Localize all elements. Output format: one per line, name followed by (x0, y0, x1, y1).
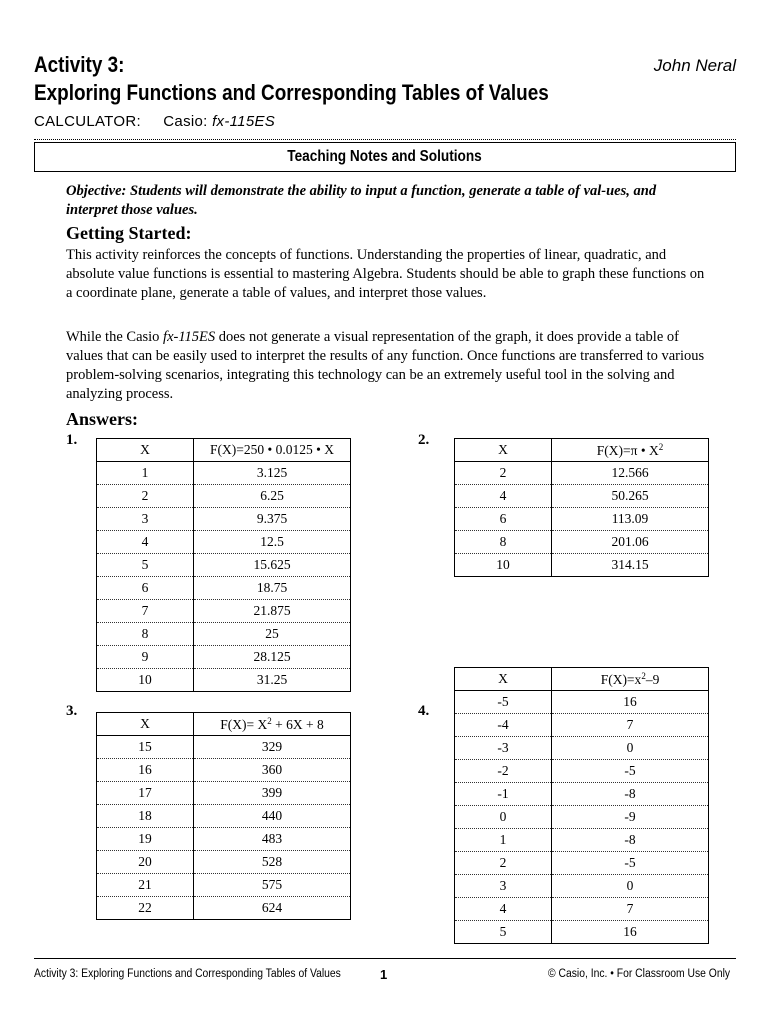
function-expression: F(X)=x (600, 671, 642, 687)
function-value-cell: 7 (552, 898, 709, 921)
table-header-row (455, 439, 709, 462)
x-value-cell: 9 (97, 646, 194, 669)
function-value-cell: 6.25 (194, 485, 351, 508)
table-row (455, 531, 709, 554)
function-value-cell: 528 (194, 851, 351, 874)
table-row (455, 462, 709, 485)
exponent: 2 (658, 441, 664, 452)
function-value-cell: -8 (552, 783, 709, 806)
page-number: 1 (380, 967, 388, 982)
function-value-cell: 16 (552, 921, 709, 944)
function-value-cell: 12.5 (194, 531, 351, 554)
table-row (97, 646, 351, 669)
getting-started-paragraph-1: This activity reinforces the concepts of functions. Understanding the properties of linear, quadratic, and absolute value functions is essential to mastering Algebra. Students should be able to graph these functions on a coordinate plane, generate a table of values, and interpret those values. (66, 247, 705, 301)
table-row (455, 508, 709, 531)
answer-table-3 (96, 712, 351, 920)
column-header-x: X (455, 439, 552, 462)
function-expression-tail: –9 (645, 671, 660, 687)
exponent: 2 (267, 715, 272, 726)
x-value-cell: 7 (97, 600, 194, 623)
table-row (455, 806, 709, 829)
table-row (455, 898, 709, 921)
table-row (97, 600, 351, 623)
column-header-function (552, 439, 709, 462)
getting-started-heading: Getting Started: (66, 223, 192, 243)
x-value-cell: 1 (455, 829, 552, 852)
x-value-cell: 2 (97, 485, 194, 508)
calculator-brand: Casio: (163, 113, 208, 130)
column-header-x: X (97, 713, 194, 736)
x-value-cell: 19 (97, 828, 194, 851)
function-value-cell: -8 (552, 829, 709, 852)
answers-heading: Answers: (66, 409, 138, 429)
paragraph-2-prefix: While the Casio (66, 329, 164, 345)
paragraph-2-model: fx-115ES (163, 329, 216, 345)
footer-divider (34, 958, 736, 959)
function-value-cell: 7 (552, 714, 709, 737)
table-row (455, 829, 709, 852)
x-value-cell: -5 (455, 691, 552, 714)
x-value-cell: 8 (455, 531, 552, 554)
teaching-notes-title-text: Teaching Notes and Solutions (287, 148, 483, 165)
function-value-cell: -5 (552, 760, 709, 783)
function-value-cell: 18.75 (194, 577, 351, 600)
table-row (97, 897, 351, 920)
table-row (97, 874, 351, 897)
function-value-cell: -9 (552, 806, 709, 829)
x-value-cell: 17 (97, 782, 194, 805)
column-header-x: X (455, 668, 552, 691)
activity-title: Exploring Functions and Corresponding Tables of Values (34, 80, 549, 105)
table-row (455, 760, 709, 783)
x-value-cell: 6 (97, 577, 194, 600)
x-value-cell: 21 (97, 874, 194, 897)
function-value-cell: 483 (194, 828, 351, 851)
function-value-cell: 28.125 (194, 646, 351, 669)
x-value-cell: -4 (455, 714, 552, 737)
table-row (97, 736, 351, 759)
table-header-row (455, 668, 709, 691)
answer-table-1 (96, 438, 351, 692)
problem-number-4: 4. (418, 703, 430, 719)
table-row (97, 531, 351, 554)
function-value-cell: 0 (552, 737, 709, 760)
x-value-cell: 10 (455, 554, 552, 577)
problem-number-1: 1. (66, 432, 78, 448)
table-row (97, 577, 351, 600)
x-value-cell: 4 (455, 898, 552, 921)
x-value-cell: -2 (455, 760, 552, 783)
x-value-cell: 3 (97, 508, 194, 531)
x-value-cell: 5 (97, 554, 194, 577)
table-row (97, 805, 351, 828)
teaching-notes-title (35, 148, 735, 166)
table-row (97, 828, 351, 851)
x-value-cell: 5 (455, 921, 552, 944)
column-header-x: X (97, 439, 194, 462)
function-expression: F(X)=π • X (596, 442, 659, 458)
function-value-cell: 50.265 (552, 485, 709, 508)
answer-table-4 (454, 667, 709, 944)
problem-number-3: 3. (66, 703, 78, 719)
function-value-cell: 201.06 (552, 531, 709, 554)
table-row (97, 669, 351, 692)
table-row (455, 875, 709, 898)
activity-number-title: Activity 3: (34, 52, 125, 77)
x-value-cell: 6 (455, 508, 552, 531)
exponent: 2 (641, 670, 646, 681)
function-value-cell: 3.125 (194, 462, 351, 485)
function-expression: F(X)= X (220, 716, 268, 732)
function-value-cell: 440 (194, 805, 351, 828)
table-header-row (97, 439, 351, 462)
table-row (97, 462, 351, 485)
x-value-cell: 2 (455, 852, 552, 875)
table-row (97, 554, 351, 577)
function-value-cell: 314.15 (552, 554, 709, 577)
calculator-model: fx-115ES (212, 113, 276, 130)
function-value-cell: 31.25 (194, 669, 351, 692)
function-value-cell: 15.625 (194, 554, 351, 577)
function-value-cell: 9.375 (194, 508, 351, 531)
table-row (455, 737, 709, 760)
x-value-cell: 15 (97, 736, 194, 759)
table-row (97, 759, 351, 782)
x-value-cell: 4 (455, 485, 552, 508)
calculator-label: CALCULATOR: (34, 113, 141, 130)
table-header-row (97, 713, 351, 736)
table-row (455, 714, 709, 737)
x-value-cell: 0 (455, 806, 552, 829)
table-row (455, 691, 709, 714)
x-value-cell: 20 (97, 851, 194, 874)
header-divider (34, 139, 736, 140)
table-row (455, 852, 709, 875)
footer-activity-title: Activity 3: Exploring Functions and Corresponding Tables of Values (34, 968, 341, 980)
table-row (97, 623, 351, 646)
teaching-notes-box (34, 142, 736, 172)
x-value-cell: 2 (455, 462, 552, 485)
column-header-function: F(X)=250 • 0.0125 • X (194, 439, 351, 462)
function-value-cell: 399 (194, 782, 351, 805)
function-value-cell: 113.09 (552, 508, 709, 531)
x-value-cell: 4 (97, 531, 194, 554)
function-value-cell: 575 (194, 874, 351, 897)
calculator-line (34, 113, 275, 130)
table-row (97, 782, 351, 805)
function-expression-tail: + 6X + 8 (271, 716, 324, 732)
table-row (455, 554, 709, 577)
table-row (97, 851, 351, 874)
table-row (455, 783, 709, 806)
footer-copyright: © Casio, Inc. • For Classroom Use Only (548, 968, 731, 980)
paragraph-2-suffix: does not generate a visual representation of the graph, it does provide a table of values that can be easily used to interpret the results of any function. Once functions are transferred to various problem-solving scenarios, integrating this technology can be an extremely useful tool in the solving and analyzing process. (66, 329, 705, 402)
x-value-cell: 16 (97, 759, 194, 782)
table-row (455, 921, 709, 944)
function-value-cell: 12.566 (552, 462, 709, 485)
function-value-cell: 329 (194, 736, 351, 759)
table-row (97, 508, 351, 531)
function-value-cell: 360 (194, 759, 351, 782)
problem-number-2: 2. (418, 432, 430, 448)
function-value-cell: -5 (552, 852, 709, 875)
answer-table-2 (454, 438, 709, 577)
author-name: John Neral (653, 56, 736, 75)
function-value-cell: 16 (552, 691, 709, 714)
x-value-cell: 10 (97, 669, 194, 692)
table-row (455, 485, 709, 508)
column-header-function (194, 713, 351, 736)
function-value-cell: 25 (194, 623, 351, 646)
x-value-cell: 1 (97, 462, 194, 485)
function-value-cell: 21.875 (194, 600, 351, 623)
column-header-function (552, 668, 709, 691)
function-value-cell: 624 (194, 897, 351, 920)
getting-started-paragraph-2 (66, 328, 706, 404)
x-value-cell: 8 (97, 623, 194, 646)
x-value-cell: 3 (455, 875, 552, 898)
x-value-cell: -3 (455, 737, 552, 760)
objective-text: Objective: Students will demonstrate the ability to input a function, generate a table of val-ues, and interpret those values. (66, 183, 657, 218)
x-value-cell: -1 (455, 783, 552, 806)
x-value-cell: 22 (97, 897, 194, 920)
function-value-cell: 0 (552, 875, 709, 898)
table-row (97, 485, 351, 508)
x-value-cell: 18 (97, 805, 194, 828)
